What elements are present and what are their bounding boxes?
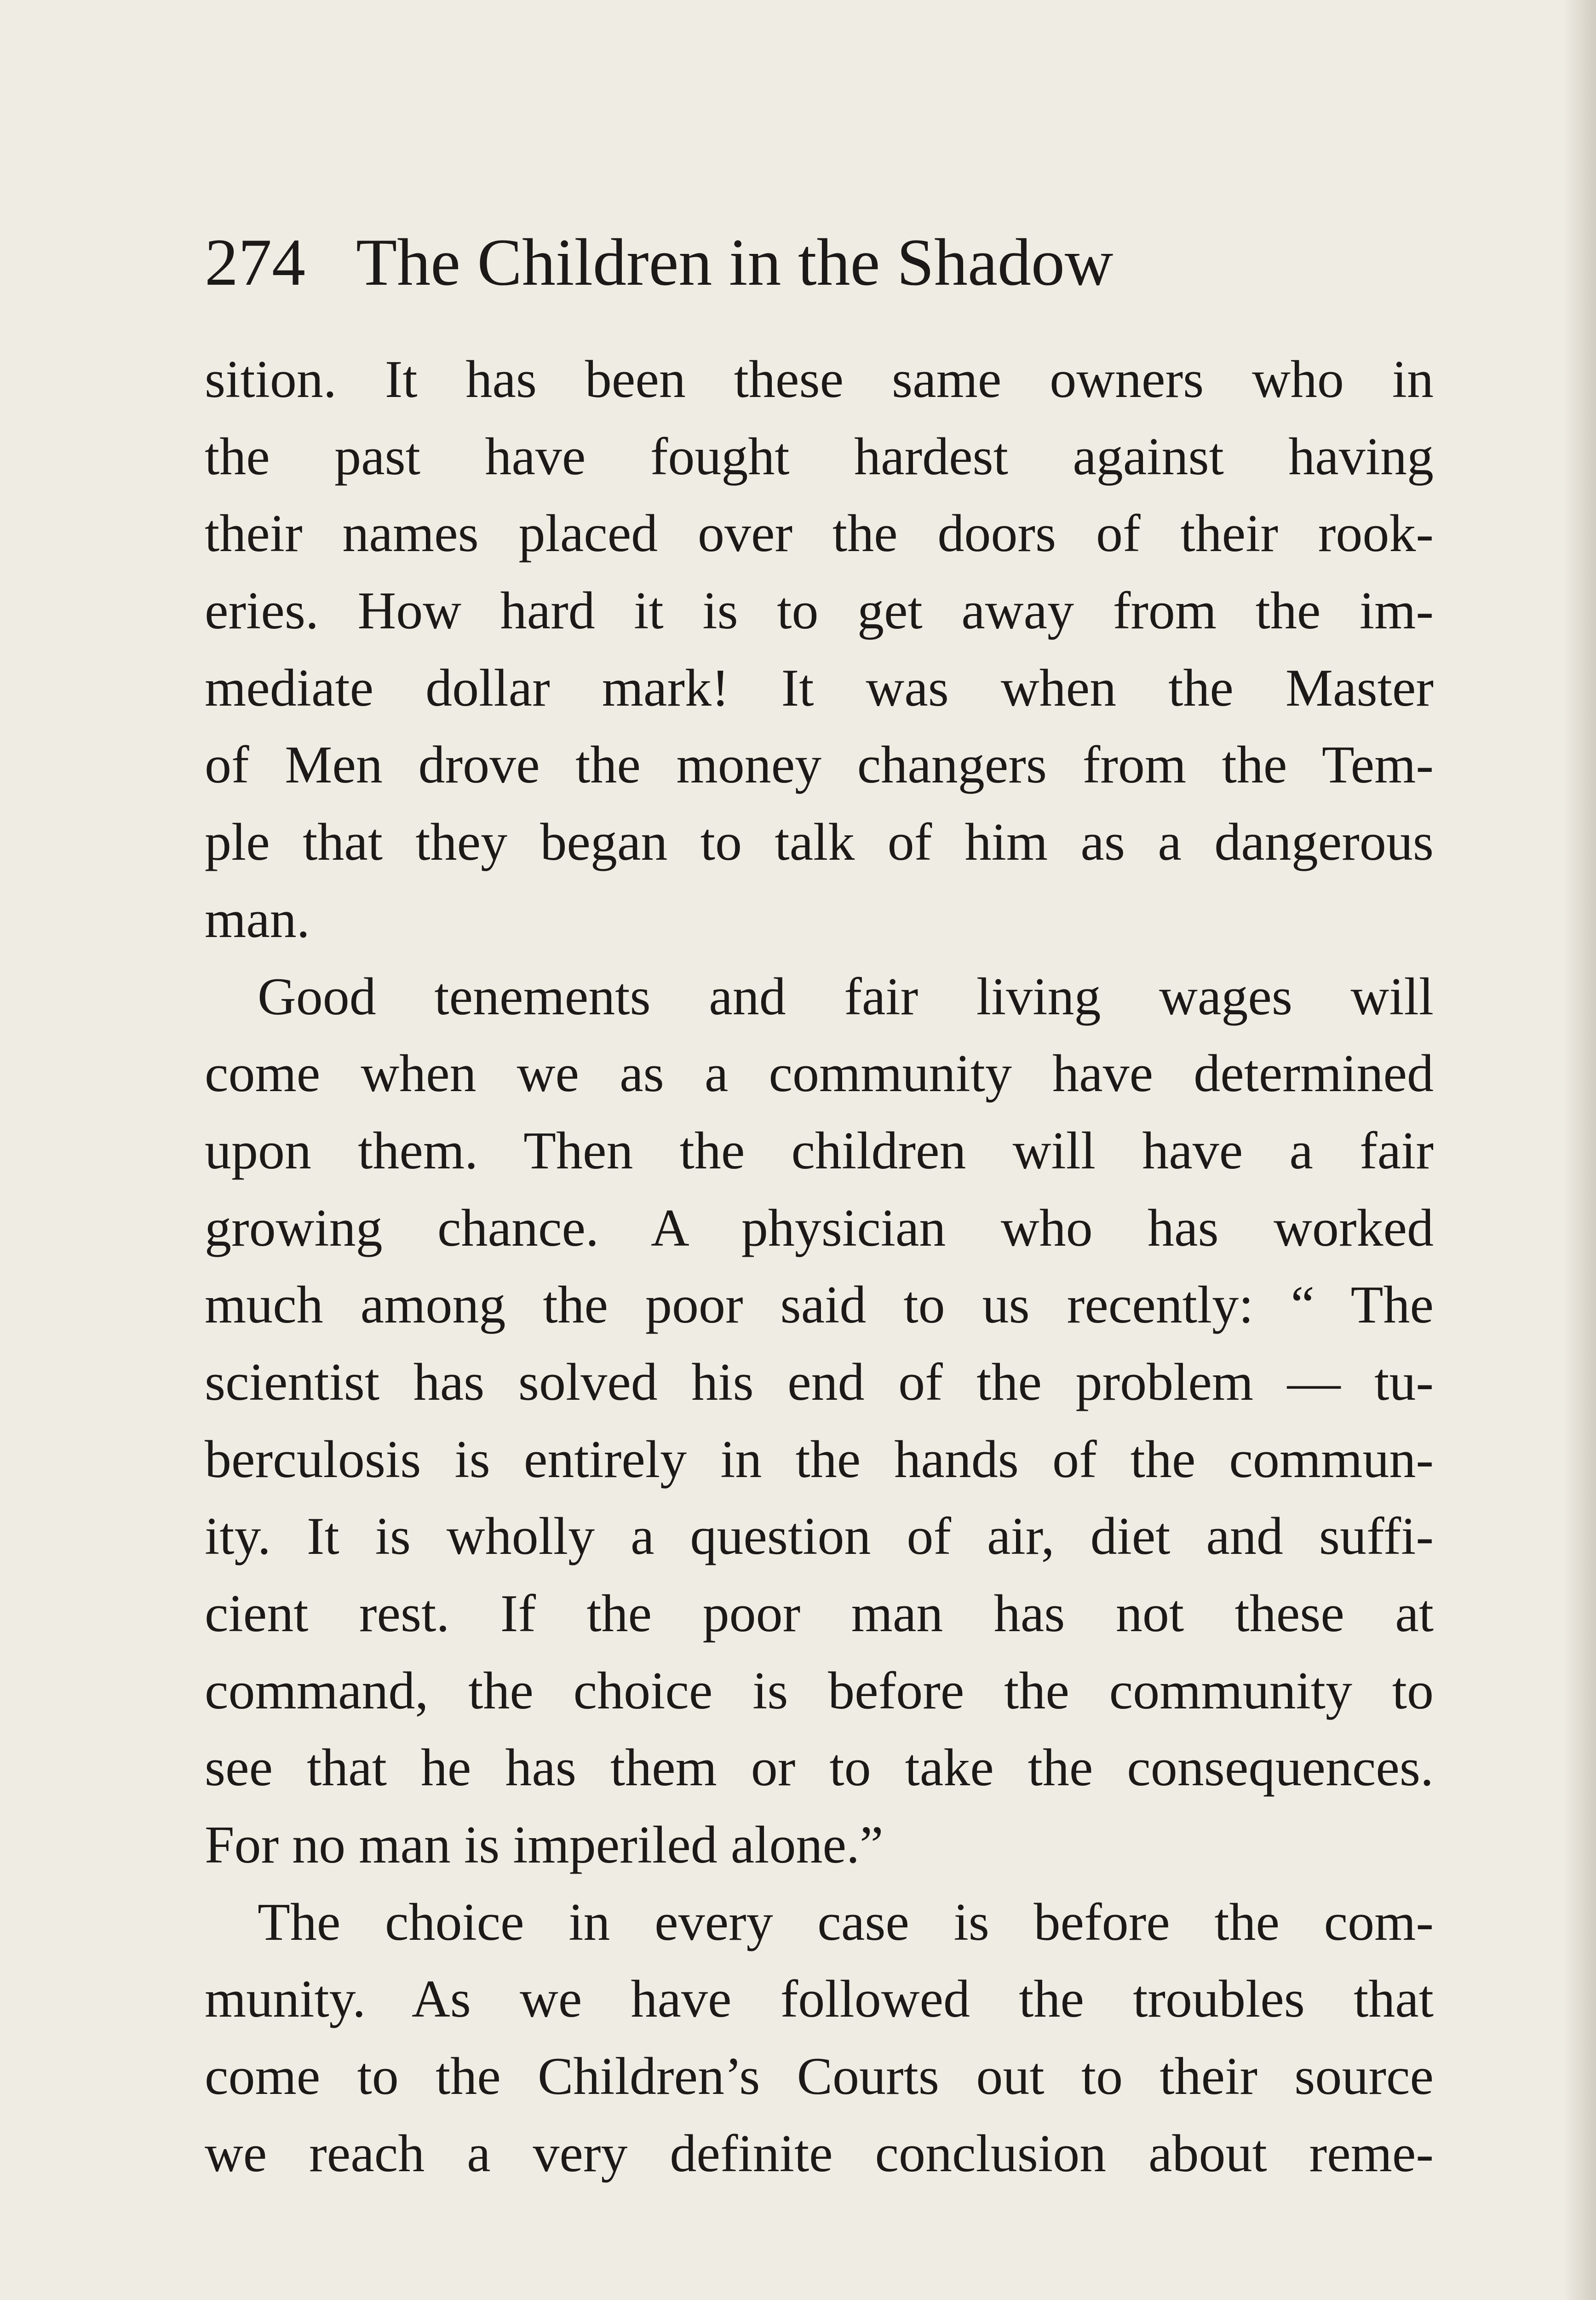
text-line: eries. How hard it is to get away from the im- — [205, 581, 1434, 641]
text-line: Good tenements and fair living wages will — [258, 967, 1434, 1026]
text-line: mediate dollar mark! It was when the Master — [205, 658, 1434, 718]
text-line: For no man is imperiled alone.” — [205, 1816, 884, 1875]
text-line: command, the choice is before the community to — [205, 1661, 1434, 1720]
text-line: ple that they began to talk of him as a dangerous — [205, 813, 1434, 872]
text-line: sition. It has been these same owners who in — [205, 350, 1434, 409]
text-line: much among the poor said to us recently: “ The — [205, 1276, 1434, 1335]
text-line: ity. It is wholly a question of air, diet and suffi- — [205, 1507, 1434, 1566]
text-line: the past have fought hardest against having — [205, 427, 1434, 486]
text-line: scientist has solved his end of the problem — tu- — [205, 1352, 1434, 1412]
text-line: man. — [205, 890, 310, 949]
text-line: of Men drove the money changers from the Tem- — [205, 736, 1434, 795]
text-line: cient rest. If the poor man has not these at — [205, 1584, 1434, 1643]
text-line: upon them. Then the children will have a fair — [205, 1121, 1434, 1180]
text-line: their names placed over the doors of their rook- — [205, 504, 1434, 564]
book-title: The Children in the Shadow — [356, 225, 1114, 299]
gutter-shadow — [1564, 0, 1596, 2300]
text-line: see that he has them or to take the consequences. — [205, 1738, 1434, 1798]
text-line: berculosis is entirely in the hands of the commun- — [205, 1430, 1434, 1489]
text-line: we reach a very definite conclusion about reme- — [205, 2124, 1434, 2183]
page-number: 274 — [205, 225, 305, 299]
text-line: growing chance. A physician who has worked — [205, 1198, 1434, 1258]
text-line: come to the Children’s Courts out to their source — [205, 2047, 1434, 2106]
text-line: come when we as a community have determined — [205, 1044, 1434, 1104]
running-head — [205, 225, 1263, 299]
body-text — [205, 341, 1434, 2193]
text-line: The choice in every case is before the com- — [258, 1892, 1434, 1952]
text-line: munity. As we have followed the troubles that — [205, 1970, 1434, 2029]
